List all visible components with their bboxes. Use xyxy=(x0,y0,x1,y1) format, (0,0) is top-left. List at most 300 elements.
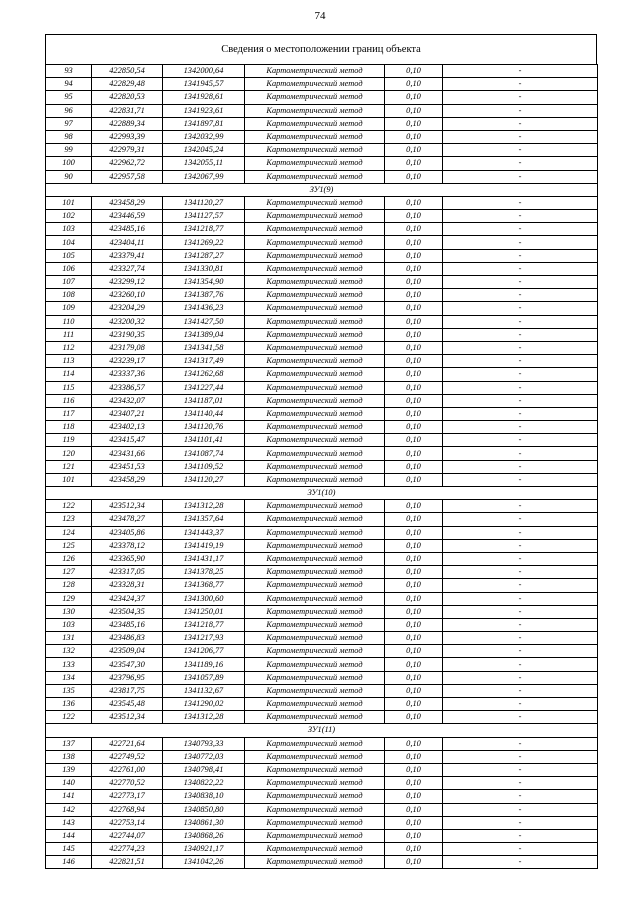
x-coordinate-cell: 422820,53 xyxy=(92,91,163,104)
method-cell: Картометрический метод xyxy=(245,394,385,407)
y-coordinate-cell: 1341287,27 xyxy=(163,249,245,262)
note-cell: - xyxy=(443,196,598,209)
method-cell: Картометрический метод xyxy=(245,658,385,671)
section-label: ЗУ1(10) xyxy=(46,487,598,500)
y-coordinate-cell: 1340921,17 xyxy=(163,843,245,856)
table-row xyxy=(46,829,598,842)
method-cell: Картометрический метод xyxy=(245,500,385,513)
accuracy-cell: 0,10 xyxy=(385,671,443,684)
y-coordinate-cell: 1340798,41 xyxy=(163,763,245,776)
point-number-cell: 114 xyxy=(46,368,92,381)
note-cell: - xyxy=(443,843,598,856)
y-coordinate-cell: 1341269,22 xyxy=(163,236,245,249)
method-cell: Картометрический метод xyxy=(245,526,385,539)
point-number-cell: 103 xyxy=(46,618,92,631)
accuracy-cell: 0,10 xyxy=(385,816,443,829)
point-number-cell: 101 xyxy=(46,196,92,209)
point-number-cell: 136 xyxy=(46,698,92,711)
note-cell: - xyxy=(443,566,598,579)
y-coordinate-cell: 1340861,30 xyxy=(163,816,245,829)
note-cell: - xyxy=(443,117,598,130)
table-row xyxy=(46,711,598,724)
method-cell: Картометрический метод xyxy=(245,856,385,869)
accuracy-cell: 0,10 xyxy=(385,737,443,750)
y-coordinate-cell: 1341218,77 xyxy=(163,223,245,236)
note-cell: - xyxy=(443,671,598,684)
point-number-cell: 135 xyxy=(46,684,92,697)
point-number-cell: 124 xyxy=(46,526,92,539)
method-cell: Картометрический метод xyxy=(245,381,385,394)
x-coordinate-cell: 423545,48 xyxy=(92,698,163,711)
method-cell: Картометрический метод xyxy=(245,790,385,803)
table-row xyxy=(46,117,598,130)
accuracy-cell: 0,10 xyxy=(385,407,443,420)
accuracy-cell: 0,10 xyxy=(385,763,443,776)
point-number-cell: 129 xyxy=(46,592,92,605)
y-coordinate-cell: 1341923,61 xyxy=(163,104,245,117)
y-coordinate-cell: 1340838,10 xyxy=(163,790,245,803)
x-coordinate-cell: 422831,71 xyxy=(92,104,163,117)
accuracy-cell: 0,10 xyxy=(385,276,443,289)
y-coordinate-cell: 1341419,19 xyxy=(163,539,245,552)
table-row xyxy=(46,658,598,671)
point-number-cell: 118 xyxy=(46,421,92,434)
y-coordinate-cell: 1341057,89 xyxy=(163,671,245,684)
y-coordinate-cell: 1341109,52 xyxy=(163,460,245,473)
y-coordinate-cell: 1341218,77 xyxy=(163,618,245,631)
y-coordinate-cell: 1342067,99 xyxy=(163,170,245,183)
table-row xyxy=(46,170,598,183)
accuracy-cell: 0,10 xyxy=(385,394,443,407)
y-coordinate-cell: 1341427,50 xyxy=(163,315,245,328)
table-row xyxy=(46,816,598,829)
y-coordinate-cell: 1341436,23 xyxy=(163,302,245,315)
x-coordinate-cell: 422957,58 xyxy=(92,170,163,183)
accuracy-cell: 0,10 xyxy=(385,605,443,618)
point-number-cell: 102 xyxy=(46,210,92,223)
note-cell: - xyxy=(443,816,598,829)
y-coordinate-cell: 1341312,28 xyxy=(163,500,245,513)
table-row xyxy=(46,144,598,157)
point-number-cell: 121 xyxy=(46,460,92,473)
x-coordinate-cell: 423431,66 xyxy=(92,447,163,460)
point-number-cell: 90 xyxy=(46,170,92,183)
method-cell: Картометрический метод xyxy=(245,91,385,104)
method-cell: Картометрический метод xyxy=(245,566,385,579)
x-coordinate-cell: 423451,53 xyxy=(92,460,163,473)
x-coordinate-cell: 422829,48 xyxy=(92,78,163,91)
point-number-cell: 142 xyxy=(46,803,92,816)
point-number-cell: 128 xyxy=(46,579,92,592)
method-cell: Картометрический метод xyxy=(245,117,385,130)
table-row xyxy=(46,276,598,289)
x-coordinate-cell: 423317,05 xyxy=(92,566,163,579)
note-cell: - xyxy=(443,711,598,724)
x-coordinate-cell: 423379,41 xyxy=(92,249,163,262)
note-cell: - xyxy=(443,262,598,275)
method-cell: Картометрический метод xyxy=(245,170,385,183)
accuracy-cell: 0,10 xyxy=(385,170,443,183)
y-coordinate-cell: 1341290,02 xyxy=(163,698,245,711)
y-coordinate-cell: 1341389,04 xyxy=(163,328,245,341)
table-row xyxy=(46,526,598,539)
y-coordinate-cell: 1340850,80 xyxy=(163,803,245,816)
y-coordinate-cell: 1342045,24 xyxy=(163,144,245,157)
x-coordinate-cell: 422770,52 xyxy=(92,777,163,790)
table-row xyxy=(46,434,598,447)
method-cell: Картометрический метод xyxy=(245,407,385,420)
y-coordinate-cell: 1342032,99 xyxy=(163,130,245,143)
boundary-table-sheet xyxy=(45,34,597,869)
accuracy-cell: 0,10 xyxy=(385,618,443,631)
point-number-cell: 104 xyxy=(46,236,92,249)
accuracy-cell: 0,10 xyxy=(385,843,443,856)
point-number-cell: 125 xyxy=(46,539,92,552)
accuracy-cell: 0,10 xyxy=(385,355,443,368)
method-cell: Картометрический метод xyxy=(245,645,385,658)
y-coordinate-cell: 1341431,17 xyxy=(163,552,245,565)
x-coordinate-cell: 422721,64 xyxy=(92,737,163,750)
y-coordinate-cell: 1341120,27 xyxy=(163,196,245,209)
note-cell: - xyxy=(443,763,598,776)
table-row xyxy=(46,605,598,618)
method-cell: Картометрический метод xyxy=(245,447,385,460)
point-number-cell: 99 xyxy=(46,144,92,157)
accuracy-cell: 0,10 xyxy=(385,91,443,104)
x-coordinate-cell: 423796,95 xyxy=(92,671,163,684)
method-cell: Картометрический метод xyxy=(245,737,385,750)
table-row xyxy=(46,381,598,394)
y-coordinate-cell: 1341132,67 xyxy=(163,684,245,697)
method-cell: Картометрический метод xyxy=(245,843,385,856)
method-cell: Картометрический метод xyxy=(245,262,385,275)
y-coordinate-cell: 1341300,60 xyxy=(163,592,245,605)
point-number-cell: 105 xyxy=(46,249,92,262)
x-coordinate-cell: 423407,21 xyxy=(92,407,163,420)
note-cell: - xyxy=(443,434,598,447)
point-number-cell: 112 xyxy=(46,341,92,354)
note-cell: - xyxy=(443,803,598,816)
accuracy-cell: 0,10 xyxy=(385,368,443,381)
table-row xyxy=(46,513,598,526)
table-row xyxy=(46,196,598,209)
x-coordinate-cell: 423404,11 xyxy=(92,236,163,249)
note-cell: - xyxy=(443,368,598,381)
point-number-cell: 94 xyxy=(46,78,92,91)
method-cell: Картометрический метод xyxy=(245,829,385,842)
accuracy-cell: 0,10 xyxy=(385,289,443,302)
note-cell: - xyxy=(443,658,598,671)
note-cell: - xyxy=(443,632,598,645)
accuracy-cell: 0,10 xyxy=(385,579,443,592)
table-row xyxy=(46,579,598,592)
y-coordinate-cell: 1341378,25 xyxy=(163,566,245,579)
method-cell: Картометрический метод xyxy=(245,803,385,816)
table-row xyxy=(46,355,598,368)
accuracy-cell: 0,10 xyxy=(385,526,443,539)
note-cell: - xyxy=(443,645,598,658)
point-number-cell: 120 xyxy=(46,447,92,460)
accuracy-cell: 0,10 xyxy=(385,236,443,249)
table-row xyxy=(46,763,598,776)
accuracy-cell: 0,10 xyxy=(385,592,443,605)
accuracy-cell: 0,10 xyxy=(385,315,443,328)
note-cell: - xyxy=(443,276,598,289)
method-cell: Картометрический метод xyxy=(245,355,385,368)
note-cell: - xyxy=(443,341,598,354)
note-cell: - xyxy=(443,130,598,143)
note-cell: - xyxy=(443,302,598,315)
note-cell: - xyxy=(443,777,598,790)
point-number-cell: 100 xyxy=(46,157,92,170)
table-row xyxy=(46,249,598,262)
table-row xyxy=(46,65,598,78)
y-coordinate-cell: 1340822,22 xyxy=(163,777,245,790)
point-number-cell: 132 xyxy=(46,645,92,658)
note-cell: - xyxy=(443,856,598,869)
note-cell: - xyxy=(443,249,598,262)
x-coordinate-cell: 423327,74 xyxy=(92,262,163,275)
table-row xyxy=(46,447,598,460)
accuracy-cell: 0,10 xyxy=(385,130,443,143)
point-number-cell: 137 xyxy=(46,737,92,750)
note-cell: - xyxy=(443,407,598,420)
method-cell: Картометрический метод xyxy=(245,711,385,724)
y-coordinate-cell: 1341341,58 xyxy=(163,341,245,354)
point-number-cell: 117 xyxy=(46,407,92,420)
point-number-cell: 139 xyxy=(46,763,92,776)
table-row xyxy=(46,223,598,236)
method-cell: Картометрический метод xyxy=(245,104,385,117)
x-coordinate-cell: 422761,00 xyxy=(92,763,163,776)
note-cell: - xyxy=(443,78,598,91)
method-cell: Картометрический метод xyxy=(245,632,385,645)
accuracy-cell: 0,10 xyxy=(385,196,443,209)
x-coordinate-cell: 423486,83 xyxy=(92,632,163,645)
y-coordinate-cell: 1341945,57 xyxy=(163,78,245,91)
accuracy-cell: 0,10 xyxy=(385,157,443,170)
method-cell: Картометрический метод xyxy=(245,592,385,605)
accuracy-cell: 0,10 xyxy=(385,78,443,91)
table-row xyxy=(46,645,598,658)
note-cell: - xyxy=(443,500,598,513)
method-cell: Картометрический метод xyxy=(245,605,385,618)
x-coordinate-cell: 422749,52 xyxy=(92,750,163,763)
y-coordinate-cell: 1341317,49 xyxy=(163,355,245,368)
accuracy-cell: 0,10 xyxy=(385,460,443,473)
accuracy-cell: 0,10 xyxy=(385,645,443,658)
y-coordinate-cell: 1341042,26 xyxy=(163,856,245,869)
table-row xyxy=(46,421,598,434)
table-row xyxy=(46,566,598,579)
point-number-cell: 144 xyxy=(46,829,92,842)
point-number-cell: 96 xyxy=(46,104,92,117)
point-number-cell: 101 xyxy=(46,473,92,486)
table-row xyxy=(46,632,598,645)
accuracy-cell: 0,10 xyxy=(385,539,443,552)
table-row xyxy=(46,236,598,249)
table-row xyxy=(46,671,598,684)
x-coordinate-cell: 423424,37 xyxy=(92,592,163,605)
y-coordinate-cell: 1341227,44 xyxy=(163,381,245,394)
note-cell: - xyxy=(443,144,598,157)
point-number-cell: 111 xyxy=(46,328,92,341)
table-row xyxy=(46,328,598,341)
method-cell: Картометрический метод xyxy=(245,750,385,763)
table-row xyxy=(46,315,598,328)
x-coordinate-cell: 422768,94 xyxy=(92,803,163,816)
x-coordinate-cell: 423458,29 xyxy=(92,196,163,209)
y-coordinate-cell: 1340868,26 xyxy=(163,829,245,842)
y-coordinate-cell: 1340793,33 xyxy=(163,737,245,750)
x-coordinate-cell: 423190,35 xyxy=(92,328,163,341)
method-cell: Картометрический метод xyxy=(245,684,385,697)
x-coordinate-cell: 422979,31 xyxy=(92,144,163,157)
coordinates-table xyxy=(45,64,598,869)
x-coordinate-cell: 422744,07 xyxy=(92,829,163,842)
note-cell: - xyxy=(443,355,598,368)
point-number-cell: 113 xyxy=(46,355,92,368)
method-cell: Картометрический метод xyxy=(245,777,385,790)
x-coordinate-cell: 423179,08 xyxy=(92,341,163,354)
x-coordinate-cell: 422821,51 xyxy=(92,856,163,869)
table-row xyxy=(46,552,598,565)
x-coordinate-cell: 423458,29 xyxy=(92,473,163,486)
x-coordinate-cell: 422753,14 xyxy=(92,816,163,829)
table-title: Сведения о местоположении границ объекта xyxy=(45,34,597,64)
method-cell: Картометрический метод xyxy=(245,289,385,302)
table-row xyxy=(46,856,598,869)
x-coordinate-cell: 423200,32 xyxy=(92,315,163,328)
method-cell: Картометрический метод xyxy=(245,579,385,592)
table-row xyxy=(46,618,598,631)
table-row xyxy=(46,539,598,552)
point-number-cell: 133 xyxy=(46,658,92,671)
method-cell: Картометрический метод xyxy=(245,65,385,78)
y-coordinate-cell: 1341330,81 xyxy=(163,262,245,275)
note-cell: - xyxy=(443,790,598,803)
accuracy-cell: 0,10 xyxy=(385,856,443,869)
accuracy-cell: 0,10 xyxy=(385,65,443,78)
note-cell: - xyxy=(443,684,598,697)
method-cell: Картометрический метод xyxy=(245,434,385,447)
method-cell: Картометрический метод xyxy=(245,698,385,711)
table-row xyxy=(46,78,598,91)
y-coordinate-cell: 1341189,16 xyxy=(163,658,245,671)
point-number-cell: 145 xyxy=(46,843,92,856)
note-cell: - xyxy=(443,460,598,473)
note-cell: - xyxy=(443,698,598,711)
section-label: ЗУ1(11) xyxy=(46,724,598,737)
method-cell: Картометрический метод xyxy=(245,816,385,829)
note-cell: - xyxy=(443,513,598,526)
method-cell: Картометрический метод xyxy=(245,618,385,631)
point-number-cell: 122 xyxy=(46,500,92,513)
accuracy-cell: 0,10 xyxy=(385,328,443,341)
note-cell: - xyxy=(443,170,598,183)
table-row xyxy=(46,91,598,104)
y-coordinate-cell: 1341217,93 xyxy=(163,632,245,645)
x-coordinate-cell: 423478,27 xyxy=(92,513,163,526)
note-cell: - xyxy=(443,605,598,618)
table-row xyxy=(46,157,598,170)
y-coordinate-cell: 1341250,01 xyxy=(163,605,245,618)
x-coordinate-cell: 422850,54 xyxy=(92,65,163,78)
accuracy-cell: 0,10 xyxy=(385,249,443,262)
table-row xyxy=(46,750,598,763)
y-coordinate-cell: 1341897,81 xyxy=(163,117,245,130)
accuracy-cell: 0,10 xyxy=(385,500,443,513)
point-number-cell: 106 xyxy=(46,262,92,275)
table-row xyxy=(46,104,598,117)
note-cell: - xyxy=(443,421,598,434)
x-coordinate-cell: 423512,34 xyxy=(92,500,163,513)
y-coordinate-cell: 1341206,77 xyxy=(163,645,245,658)
accuracy-cell: 0,10 xyxy=(385,144,443,157)
table-row xyxy=(46,737,598,750)
table-row xyxy=(46,394,598,407)
y-coordinate-cell: 1341357,64 xyxy=(163,513,245,526)
point-number-cell: 98 xyxy=(46,130,92,143)
accuracy-cell: 0,10 xyxy=(385,302,443,315)
x-coordinate-cell: 422993,39 xyxy=(92,130,163,143)
note-cell: - xyxy=(443,65,598,78)
section-header-row xyxy=(46,183,598,196)
note-cell: - xyxy=(443,737,598,750)
table-row xyxy=(46,210,598,223)
accuracy-cell: 0,10 xyxy=(385,684,443,697)
y-coordinate-cell: 1341387,76 xyxy=(163,289,245,302)
note-cell: - xyxy=(443,526,598,539)
method-cell: Картометрический метод xyxy=(245,223,385,236)
table-row xyxy=(46,843,598,856)
point-number-cell: 119 xyxy=(46,434,92,447)
accuracy-cell: 0,10 xyxy=(385,777,443,790)
note-cell: - xyxy=(443,473,598,486)
method-cell: Картометрический метод xyxy=(245,249,385,262)
section-header-row xyxy=(46,724,598,737)
method-cell: Картометрический метод xyxy=(245,276,385,289)
note-cell: - xyxy=(443,210,598,223)
x-coordinate-cell: 422773,17 xyxy=(92,790,163,803)
table-row xyxy=(46,368,598,381)
accuracy-cell: 0,10 xyxy=(385,381,443,394)
point-number-cell: 130 xyxy=(46,605,92,618)
x-coordinate-cell: 422962,72 xyxy=(92,157,163,170)
method-cell: Картометрический метод xyxy=(245,157,385,170)
x-coordinate-cell: 423260,10 xyxy=(92,289,163,302)
y-coordinate-cell: 1342055,11 xyxy=(163,157,245,170)
table-row xyxy=(46,790,598,803)
note-cell: - xyxy=(443,592,598,605)
x-coordinate-cell: 423328,31 xyxy=(92,579,163,592)
method-cell: Картометрический метод xyxy=(245,144,385,157)
x-coordinate-cell: 423485,16 xyxy=(92,618,163,631)
method-cell: Картометрический метод xyxy=(245,763,385,776)
point-number-cell: 146 xyxy=(46,856,92,869)
x-coordinate-cell: 423485,16 xyxy=(92,223,163,236)
note-cell: - xyxy=(443,381,598,394)
accuracy-cell: 0,10 xyxy=(385,750,443,763)
accuracy-cell: 0,10 xyxy=(385,447,443,460)
x-coordinate-cell: 423337,36 xyxy=(92,368,163,381)
table-row xyxy=(46,130,598,143)
point-number-cell: 143 xyxy=(46,816,92,829)
x-coordinate-cell: 423547,30 xyxy=(92,658,163,671)
accuracy-cell: 0,10 xyxy=(385,698,443,711)
note-cell: - xyxy=(443,223,598,236)
method-cell: Картометрический метод xyxy=(245,328,385,341)
